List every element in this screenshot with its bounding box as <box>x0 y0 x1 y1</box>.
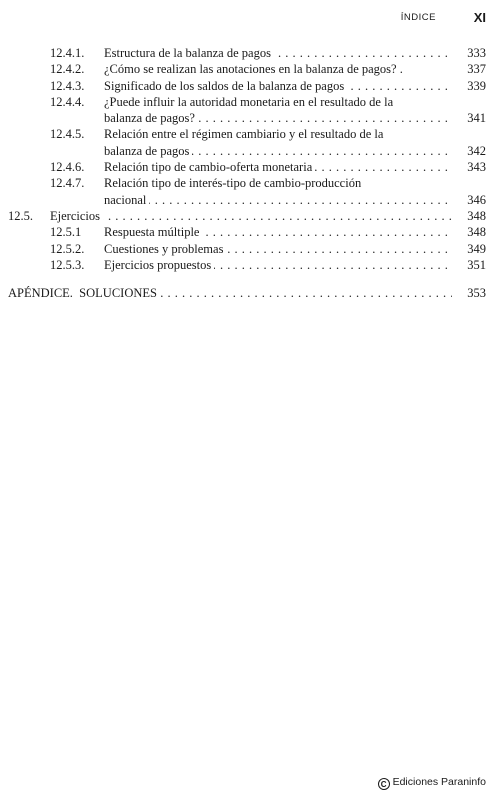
copyright-icon: C <box>378 778 390 790</box>
toc-entry-title-line: ¿Puede influir la autoridad monetaria en el resultado de la <box>104 94 394 109</box>
toc-entry-page: 348 <box>467 208 486 223</box>
toc-entry-12-4-2 <box>0 61 494 77</box>
toc-entry-number: 12.4.4. <box>50 94 85 109</box>
toc-entry-12-4-5 <box>0 126 494 159</box>
running-header <box>0 10 494 26</box>
publisher-footer <box>378 776 486 790</box>
toc-entry-12-5-3 <box>0 257 494 273</box>
toc-entry-number: 12.4.7. <box>50 176 85 191</box>
toc-entry-number: 12.5.3. <box>50 257 85 272</box>
toc-entry-12-4-1 <box>0 45 494 61</box>
toc-entry-12-4-3 <box>0 78 494 94</box>
toc-entry-number: 12.4.1. <box>50 46 85 60</box>
toc-entry-page: 337 <box>467 62 486 77</box>
running-header-section: ÍNDICE <box>400 12 436 23</box>
page-number: XI <box>473 10 486 25</box>
toc-entry-title-line: Relación tipo de interés-tipo de cambio-producción <box>104 176 362 191</box>
toc-entry-number: 12.5. <box>8 208 33 223</box>
toc-entry-title: ¿Cómo se realizan las anotaciones en la balanza de pagos? . <box>104 62 403 77</box>
toc-entry-number: 12.5.2. <box>50 241 85 256</box>
toc-entry-title-line: nacional <box>104 193 149 207</box>
toc-entry-page: 343 <box>467 160 486 175</box>
toc-entry-number: 12.5.1 <box>50 225 82 240</box>
toc-entry-12-5-2 <box>0 241 494 257</box>
toc-entry-page: 353 <box>467 286 486 301</box>
toc-entry-title: Ejercicios <box>50 209 103 223</box>
toc-entry-12-5-1 <box>0 224 494 240</box>
toc-entry-title-line: balanza de pagos <box>104 144 192 158</box>
toc-entry-page: 341 <box>467 111 486 126</box>
toc-entry-page: 339 <box>467 78 486 93</box>
toc-entry-appendix <box>0 285 494 301</box>
toc-entry-page: 349 <box>467 241 486 256</box>
toc-entry-number: 12.4.3. <box>50 78 85 93</box>
toc-entry-title-line: Relación entre el régimen cambiario y el resultado de la <box>104 127 384 142</box>
toc-entry-12-5 <box>0 208 494 224</box>
toc-entry-title: Significado de los saldos de la balanza de pagos <box>104 79 347 93</box>
toc-entry-12-4-7 <box>0 175 494 208</box>
toc-entry-title: Estructura de la balanza de pagos <box>104 46 274 60</box>
publisher-name: Ediciones Paraninfo <box>392 776 486 788</box>
toc-entry-number: 12.4.6. <box>50 160 85 175</box>
toc-entry-title: Cuestiones y problemas <box>104 242 226 256</box>
toc-entry-page: 348 <box>467 225 486 240</box>
toc-entry-12-4-4 <box>0 94 494 127</box>
table-of-contents <box>0 45 494 301</box>
toc-entry-title: APÉNDICE. SOLUCIONES <box>8 286 160 300</box>
toc-entry-page: 342 <box>467 143 486 158</box>
toc-entry-12-4-6 <box>0 159 494 175</box>
toc-entry-title: Relación tipo de cambio-oferta monetaria <box>104 160 315 174</box>
toc-entry-page: 333 <box>467 46 486 60</box>
toc-entry-page: 351 <box>467 257 486 272</box>
toc-entry-number: 12.4.2. <box>50 62 85 77</box>
toc-entry-page: 346 <box>467 192 486 207</box>
toc-entry-title: Respuesta múltiple <box>104 225 202 239</box>
toc-entry-title: Ejercicios propuestos <box>104 258 214 272</box>
toc-entry-title-line: balanza de pagos? <box>104 111 198 125</box>
toc-entry-number: 12.4.5. <box>50 127 85 142</box>
